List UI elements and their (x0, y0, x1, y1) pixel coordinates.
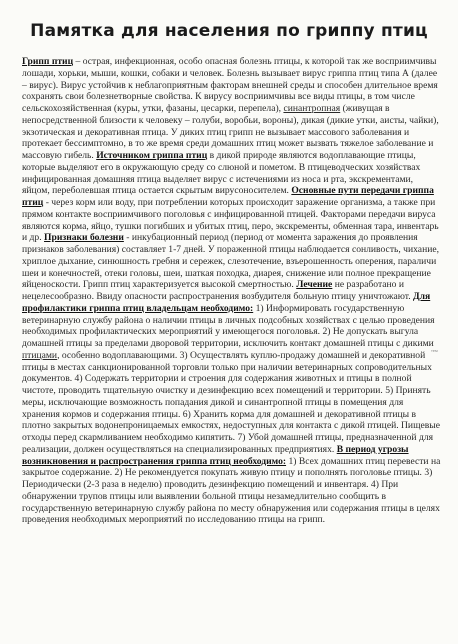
section-heading: В период угрозы возникновения и распространения гриппа птиц необходимо: (22, 443, 409, 467)
scan-mark: тем (431, 348, 438, 353)
underlined-term: синантропная (283, 103, 341, 114)
section-heading: Для профилактики гриппа птиц владельцам необходимо: (22, 291, 431, 314)
body-text: (живущая в непосредственной близости к человеку – голуби, воробьи, вороны), дикая (дикие утки, аисты, чайки), экзотическая и декоративная птица. У диких птиц грипп не вызывает массового заболевания и протекает бессимптомно, в то же время среди домашних птиц может вызвать тяжелое заболевание и массовую гибель. (22, 103, 439, 161)
body-text: 1) Всех домашних птиц перевести на закрытое содержание. 2) Не рекомендуется покупать живую птицу и пополнять поголовье птицы. 3) Периодически (2-3 раза в неделю) проводить дезинфекцию помещений и инвентаря. 4) При обнаружении трупов птицы или выявлении больной птицы незамедлительно сообщить в государственную ветеринарную службу района по месту обнаружения или содержания птицы в целях проведения необходимых мероприятий по исследованию птицы на грипп. (22, 455, 441, 526)
underlined-term: птицами (22, 349, 58, 361)
body-paragraph (22, 56, 442, 526)
body-text: 1) Информировать государственную ветеринарную службу района о наличии птицы в личных подсобных хозяйствах с целью проведения необходимых профилактических мероприятий у имеющегося поголовья. 2) Не допускать выгула домашней птицы за пределами дворовой территории, исключить контакт домашней птицы с дикими (22, 302, 435, 349)
body-text: не разработано и нецелесообразно. Ввиду опасности распространения возбудителя больную птицу уничтожают. (22, 279, 414, 302)
body-text: - через корм или воду, при потреблении которых происходит заражение организма, а также при прямом контакте восприимчивого поголовья с инфицированной птицей. Факторами передачи вируса являются корма, яйцо, тушки погибших и убитых птиц, перо, экскременты, обменная тара, инвентарь и др. (22, 197, 439, 244)
body-text: в дикой природе являются водоплавающие птицы, которые выделяют его в окружающую среду со слюной и пометом. В птицеводческих хозяйствах инфицированная домашняя птица выделяет вирус с истечениями из носа и рта, экскрементами, яйцом, переболевшая птица остается скрытым вирусоносителем. (22, 150, 421, 197)
body-text: – острая, инфекционная, особо опасная болезнь птицы, к которой так же восприимчивы лошади, хорьки, мыши, кошки, собаки и человек. Болезнь вызывает вирус гриппа птиц типа А (далее – вирус). Вирус устойчив к неблагоприятным факторам внешней среды и способен длительное время сохранять свои болезнетворные свойства. К вирусу восприимчивы все виды птицы, в том числе сельскохозяйственная (куры, утки, фазаны, цесарки, перепела), (22, 56, 438, 114)
section-heading: Признаки болезни (44, 232, 124, 244)
page-title: Памятка для населения по гриппу птиц (30, 21, 428, 41)
section-heading: Источником гриппа птиц (96, 150, 208, 161)
section-heading: Основные пути передачи гриппа птиц (22, 185, 434, 208)
body-text: - инкубационный период (период от момента заражения до проявления признаков заболевания) составляет 1-7 дней. У пораженной птицы наблюдается сонливость, чихание, хриплое дыхание, синюшность гребня и сережек, слезотечение, взъерошенность оперения, параличи шеи и конечностей, отеки головы, шеи, шаткая походка, диарея, снижение или полное прекращение яйценоскости. Грипп птиц характеризуется высокой смертностью. (22, 232, 439, 291)
section-heading: Лечение (296, 279, 333, 291)
body-text: , особенно водоплавающими. 3) Осуществлять куплю-продажу домашней и декоративной птицы в местах санкционированной торговли только при наличии ветеринарных сопроводительных документов. 4) Содержать территории и строения для содержания животных и птицы в полной чистоте, проводить тщательную очистку и дезинфекцию всех помещений и территории. 5) Принять меры, исключающие возможность попадания дикой и синантропной птицы в помещения для хранения кормов и содержания птицы. 6) Хранить корма для домашней и декоративной птицы в плотно закрытых водонепроницаемых емкостях, недоступных для контакта с дикой птицей. Пищевые отходы перед скармливанием необходимо кипятить. 7) Убой домашней птицы, предназначенной для реализации, должен осуществляться на специализированных предприятиях. (22, 349, 440, 455)
section-heading: Грипп птиц (22, 56, 74, 67)
document-body (22, 56, 442, 526)
